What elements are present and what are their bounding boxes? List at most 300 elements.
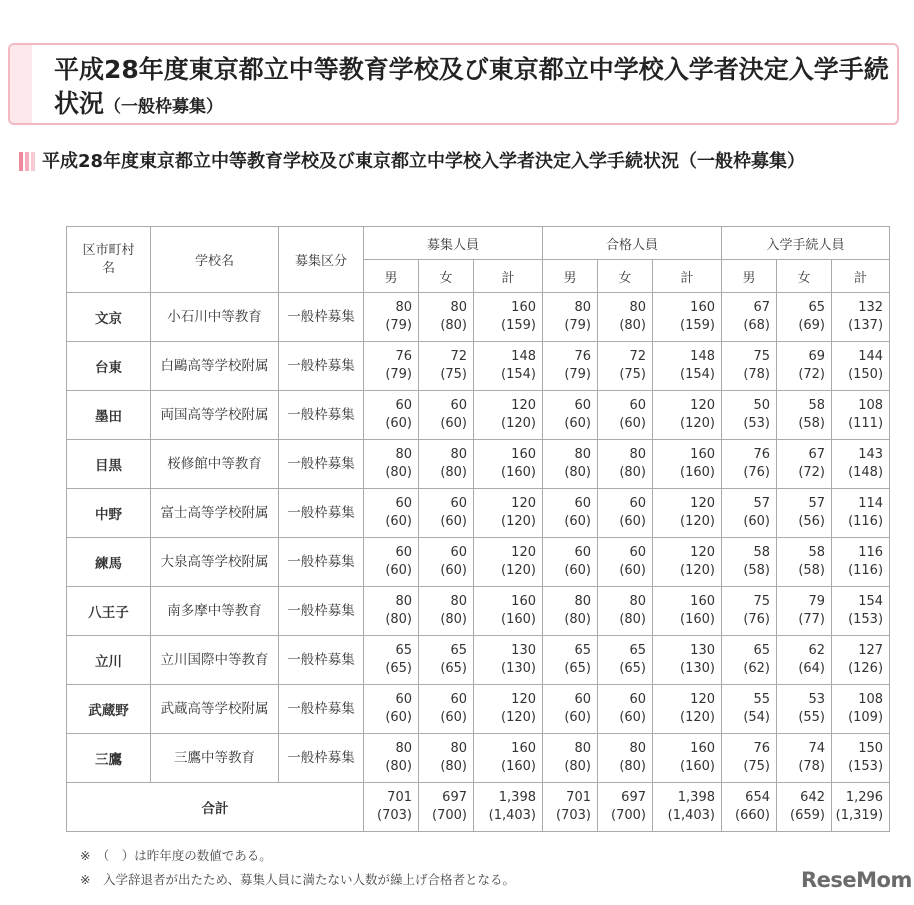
- table-row: [67, 342, 890, 391]
- page-title-box: [8, 43, 899, 125]
- number-cell: [474, 440, 543, 489]
- previous-value: (80): [440, 465, 467, 480]
- previous-value: (54): [743, 710, 770, 725]
- previous-value: (60): [564, 416, 591, 431]
- number-cell: [653, 685, 722, 734]
- current-value: 80: [574, 447, 591, 462]
- previous-value: (80): [385, 465, 412, 480]
- number-cell: [364, 685, 419, 734]
- previous-value: (80): [440, 612, 467, 627]
- number-cell: [543, 489, 598, 538]
- current-value: 76: [753, 741, 770, 756]
- category-cell: 一般枠募集: [279, 538, 364, 587]
- current-value: 80: [574, 741, 591, 756]
- previous-value: (120): [501, 416, 536, 431]
- current-value: 130: [511, 643, 536, 658]
- previous-value: (78): [798, 759, 825, 774]
- current-value: 76: [395, 349, 412, 364]
- current-value: 1,296: [845, 790, 884, 805]
- current-value: 80: [450, 447, 467, 462]
- number-cell: [474, 783, 543, 832]
- current-value: 58: [753, 545, 770, 560]
- number-cell: [722, 783, 777, 832]
- current-value: 79: [808, 594, 825, 609]
- previous-value: (58): [743, 563, 770, 578]
- number-cell: [777, 538, 832, 587]
- current-value: 160: [511, 300, 536, 315]
- title-accent-bar: [10, 45, 32, 123]
- current-value: 130: [690, 643, 715, 658]
- page-title: [54, 53, 889, 124]
- current-value: 120: [511, 496, 536, 511]
- previous-value: (62): [743, 661, 770, 676]
- current-value: 160: [690, 741, 715, 756]
- current-value: 80: [395, 300, 412, 315]
- number-cell: [543, 734, 598, 783]
- previous-value: (154): [680, 367, 715, 382]
- school-cell: 両国高等学校附属: [151, 391, 279, 440]
- current-value: 72: [629, 349, 646, 364]
- ward-cell: 八王子: [67, 587, 151, 636]
- number-cell: [474, 391, 543, 440]
- number-cell: [832, 685, 890, 734]
- previous-value: (80): [385, 612, 412, 627]
- previous-value: (60): [385, 710, 412, 725]
- ward-cell: 文京: [67, 293, 151, 342]
- number-cell: [419, 587, 474, 636]
- number-cell: [364, 489, 419, 538]
- current-value: 65: [629, 643, 646, 658]
- header-male: 男: [364, 260, 419, 293]
- number-cell: [653, 734, 722, 783]
- header-female: 女: [777, 260, 832, 293]
- previous-value: (79): [564, 367, 591, 382]
- previous-value: (65): [440, 661, 467, 676]
- number-cell: [598, 734, 653, 783]
- school-cell: 大泉高等学校附属: [151, 538, 279, 587]
- current-value: 80: [450, 300, 467, 315]
- previous-value: (64): [798, 661, 825, 676]
- current-value: 60: [450, 398, 467, 413]
- current-value: 160: [511, 741, 536, 756]
- previous-value: (120): [501, 710, 536, 725]
- ward-cell: 台東: [67, 342, 151, 391]
- previous-value: (1,319): [835, 808, 884, 823]
- previous-value: (60): [385, 416, 412, 431]
- current-value: 80: [395, 594, 412, 609]
- school-cell: 南多摩中等教育: [151, 587, 279, 636]
- previous-value: (65): [385, 661, 412, 676]
- number-cell: [777, 587, 832, 636]
- header-category: 募集区分: [279, 227, 364, 293]
- number-cell: [832, 734, 890, 783]
- current-value: 60: [629, 692, 646, 707]
- number-cell: [543, 391, 598, 440]
- number-cell: [777, 783, 832, 832]
- current-value: 160: [690, 300, 715, 315]
- previous-value: (80): [619, 759, 646, 774]
- previous-value: (120): [680, 563, 715, 578]
- current-value: 144: [858, 349, 884, 364]
- previous-value: (703): [377, 808, 412, 823]
- current-value: 60: [574, 398, 591, 413]
- current-value: 60: [629, 545, 646, 560]
- number-cell: [832, 783, 890, 832]
- total-row: [67, 783, 890, 832]
- number-cell: [543, 538, 598, 587]
- number-cell: [777, 685, 832, 734]
- number-cell: [364, 636, 419, 685]
- current-value: 67: [808, 447, 825, 462]
- number-cell: [364, 587, 419, 636]
- current-value: 120: [690, 496, 715, 511]
- current-value: 60: [450, 692, 467, 707]
- current-value: 697: [621, 790, 646, 805]
- previous-value: (116): [848, 563, 884, 578]
- current-value: 120: [690, 398, 715, 413]
- previous-value: (659): [790, 808, 825, 823]
- number-cell: [598, 440, 653, 489]
- note-additional-pass: ※ 入学辞退者が出たため、募集人員に満たない人数が繰上げ合格者となる。: [80, 872, 515, 887]
- number-cell: [598, 636, 653, 685]
- number-cell: [543, 587, 598, 636]
- current-value: 80: [395, 741, 412, 756]
- school-cell: 小石川中等教育: [151, 293, 279, 342]
- current-value: 80: [629, 300, 646, 315]
- school-cell: 三鷹中等教育: [151, 734, 279, 783]
- previous-value: (56): [798, 514, 825, 529]
- number-cell: [722, 685, 777, 734]
- previous-value: (80): [385, 759, 412, 774]
- number-cell: [598, 391, 653, 440]
- previous-value: (1,403): [488, 808, 536, 823]
- current-value: 55: [753, 692, 770, 707]
- number-cell: [653, 440, 722, 489]
- previous-value: (75): [440, 367, 467, 382]
- current-value: 80: [450, 741, 467, 756]
- school-cell: 白鷗高等学校附属: [151, 342, 279, 391]
- current-value: 80: [629, 741, 646, 756]
- number-cell: [653, 489, 722, 538]
- number-cell: [364, 734, 419, 783]
- category-cell: 一般枠募集: [279, 489, 364, 538]
- previous-value: (60): [385, 514, 412, 529]
- number-cell: [722, 440, 777, 489]
- current-value: 80: [574, 300, 591, 315]
- number-cell: [419, 293, 474, 342]
- number-cell: [419, 538, 474, 587]
- category-cell: 一般枠募集: [279, 342, 364, 391]
- previous-value: (60): [564, 710, 591, 725]
- previous-value: (58): [798, 416, 825, 431]
- previous-value: (80): [564, 612, 591, 627]
- current-value: 58: [808, 545, 825, 560]
- previous-value: (160): [680, 465, 715, 480]
- previous-value: (60): [440, 416, 467, 431]
- current-value: 50: [753, 398, 770, 413]
- ward-cell: 立川: [67, 636, 151, 685]
- previous-value: (148): [848, 465, 884, 480]
- header-total: 計: [653, 260, 722, 293]
- current-value: 116: [858, 545, 884, 560]
- category-cell: 一般枠募集: [279, 587, 364, 636]
- number-cell: [722, 587, 777, 636]
- current-value: 80: [450, 594, 467, 609]
- number-cell: [653, 293, 722, 342]
- current-value: 654: [745, 790, 770, 805]
- previous-value: (79): [385, 367, 412, 382]
- header-enrolled: 入学手続人員: [722, 227, 890, 260]
- previous-value: (60): [619, 710, 646, 725]
- number-cell: [722, 391, 777, 440]
- current-value: 65: [574, 643, 591, 658]
- previous-value: (703): [556, 808, 591, 823]
- previous-value: (60): [619, 514, 646, 529]
- previous-value: (60): [440, 514, 467, 529]
- number-cell: [777, 489, 832, 538]
- number-cell: [419, 734, 474, 783]
- number-cell: [419, 440, 474, 489]
- current-value: 642: [800, 790, 825, 805]
- number-cell: [598, 538, 653, 587]
- previous-value: (65): [619, 661, 646, 676]
- previous-value: (120): [501, 514, 536, 529]
- previous-value: (130): [501, 661, 536, 676]
- number-cell: [832, 440, 890, 489]
- category-cell: 一般枠募集: [279, 636, 364, 685]
- number-cell: [598, 342, 653, 391]
- current-value: 120: [511, 398, 536, 413]
- number-cell: [364, 440, 419, 489]
- current-value: 148: [511, 349, 536, 364]
- current-value: 60: [395, 496, 412, 511]
- current-value: 701: [566, 790, 591, 805]
- number-cell: [474, 489, 543, 538]
- number-cell: [832, 489, 890, 538]
- previous-value: (700): [432, 808, 467, 823]
- number-cell: [364, 538, 419, 587]
- table-row: [67, 440, 890, 489]
- number-cell: [653, 783, 722, 832]
- number-cell: [364, 342, 419, 391]
- previous-value: (109): [848, 710, 884, 725]
- previous-value: (153): [848, 612, 884, 627]
- previous-value: (79): [385, 318, 412, 333]
- admission-table: [66, 226, 890, 832]
- header-female: 女: [419, 260, 474, 293]
- current-value: 60: [395, 692, 412, 707]
- previous-value: (160): [680, 759, 715, 774]
- current-value: 60: [629, 398, 646, 413]
- number-cell: [832, 636, 890, 685]
- current-value: 120: [690, 545, 715, 560]
- previous-value: (126): [848, 661, 884, 676]
- current-value: 1,398: [498, 790, 536, 805]
- number-cell: [364, 783, 419, 832]
- number-cell: [832, 587, 890, 636]
- previous-value: (154): [501, 367, 536, 382]
- previous-value: (80): [564, 759, 591, 774]
- number-cell: [653, 587, 722, 636]
- current-value: 132: [858, 300, 884, 315]
- current-value: 60: [395, 545, 412, 560]
- number-cell: [722, 538, 777, 587]
- header-ward: 区市町村名: [67, 227, 151, 293]
- previous-value: (76): [743, 465, 770, 480]
- previous-value: (160): [680, 612, 715, 627]
- previous-value: (160): [501, 612, 536, 627]
- header-male: 男: [543, 260, 598, 293]
- current-value: 60: [574, 545, 591, 560]
- heading-marker-icon: [19, 152, 35, 171]
- previous-value: (159): [501, 318, 536, 333]
- number-cell: [543, 440, 598, 489]
- note-previous-year: ※ （ ）は昨年度の数値である。: [80, 848, 272, 863]
- previous-value: (80): [564, 465, 591, 480]
- header-total: 計: [832, 260, 890, 293]
- current-value: 53: [808, 692, 825, 707]
- previous-value: (159): [680, 318, 715, 333]
- number-cell: [419, 342, 474, 391]
- number-cell: [364, 391, 419, 440]
- number-cell: [722, 734, 777, 783]
- previous-value: (120): [680, 416, 715, 431]
- previous-value: (65): [564, 661, 591, 676]
- current-value: 1,398: [677, 790, 715, 805]
- table-row: [67, 685, 890, 734]
- previous-value: (120): [680, 514, 715, 529]
- category-cell: 一般枠募集: [279, 685, 364, 734]
- previous-value: (60): [619, 563, 646, 578]
- section-heading: 平成28年度東京都立中等教育学校及び東京都立中学校入学者決定入学手続状況（一般枠募集）: [42, 151, 806, 172]
- current-value: 143: [858, 447, 884, 462]
- current-value: 65: [753, 643, 770, 658]
- current-value: 108: [858, 692, 884, 707]
- ward-cell: 三鷹: [67, 734, 151, 783]
- number-cell: [598, 293, 653, 342]
- total-label: 合計: [67, 783, 364, 832]
- current-value: 57: [808, 496, 825, 511]
- current-value: 80: [574, 594, 591, 609]
- table-row: [67, 734, 890, 783]
- current-value: 65: [395, 643, 412, 658]
- number-cell: [419, 685, 474, 734]
- number-cell: [722, 342, 777, 391]
- previous-value: (60): [385, 563, 412, 578]
- current-value: 75: [753, 349, 770, 364]
- current-value: 148: [690, 349, 715, 364]
- current-value: 67: [753, 300, 770, 315]
- ward-cell: 墨田: [67, 391, 151, 440]
- current-value: 75: [753, 594, 770, 609]
- number-cell: [474, 587, 543, 636]
- table-row: [67, 636, 890, 685]
- number-cell: [653, 391, 722, 440]
- previous-value: (53): [743, 416, 770, 431]
- previous-value: (60): [440, 563, 467, 578]
- number-cell: [653, 342, 722, 391]
- number-cell: [832, 391, 890, 440]
- previous-value: (77): [798, 612, 825, 627]
- table-row: [67, 538, 890, 587]
- previous-value: (60): [564, 514, 591, 529]
- school-cell: 立川国際中等教育: [151, 636, 279, 685]
- previous-value: (69): [798, 318, 825, 333]
- previous-value: (153): [848, 759, 884, 774]
- current-value: 80: [629, 594, 646, 609]
- table-row: [67, 391, 890, 440]
- current-value: 120: [690, 692, 715, 707]
- header-female: 女: [598, 260, 653, 293]
- previous-value: (160): [501, 465, 536, 480]
- previous-value: (700): [611, 808, 646, 823]
- current-value: 76: [753, 447, 770, 462]
- school-cell: 武蔵高等学校附属: [151, 685, 279, 734]
- table-row: [67, 293, 890, 342]
- current-value: 127: [858, 643, 884, 658]
- previous-value: (60): [564, 563, 591, 578]
- current-value: 160: [511, 447, 536, 462]
- previous-value: (137): [848, 318, 884, 333]
- previous-value: (79): [564, 318, 591, 333]
- previous-value: (130): [680, 661, 715, 676]
- current-value: 65: [808, 300, 825, 315]
- page-title-suffix: （一般枠募集）: [104, 97, 224, 117]
- number-cell: [474, 342, 543, 391]
- header-male: 男: [722, 260, 777, 293]
- current-value: 57: [753, 496, 770, 511]
- current-value: 160: [690, 447, 715, 462]
- previous-value: (80): [440, 759, 467, 774]
- number-cell: [419, 391, 474, 440]
- current-value: 60: [629, 496, 646, 511]
- ward-cell: 中野: [67, 489, 151, 538]
- number-cell: [777, 342, 832, 391]
- number-cell: [722, 489, 777, 538]
- number-cell: [543, 783, 598, 832]
- previous-value: (75): [743, 759, 770, 774]
- previous-value: (80): [619, 465, 646, 480]
- number-cell: [543, 293, 598, 342]
- number-cell: [832, 342, 890, 391]
- header-recruit: 募集人員: [364, 227, 543, 260]
- current-value: 120: [511, 545, 536, 560]
- number-cell: [653, 636, 722, 685]
- previous-value: (80): [619, 318, 646, 333]
- current-value: 114: [858, 496, 884, 511]
- number-cell: [474, 636, 543, 685]
- current-value: 60: [574, 692, 591, 707]
- number-cell: [777, 391, 832, 440]
- number-cell: [474, 538, 543, 587]
- previous-value: (58): [798, 563, 825, 578]
- previous-value: (150): [848, 367, 884, 382]
- number-cell: [598, 587, 653, 636]
- table-row: [67, 587, 890, 636]
- number-cell: [832, 293, 890, 342]
- current-value: 701: [387, 790, 412, 805]
- school-cell: 桜修館中等教育: [151, 440, 279, 489]
- previous-value: (120): [680, 710, 715, 725]
- previous-value: (111): [848, 416, 884, 431]
- current-value: 69: [808, 349, 825, 364]
- previous-value: (76): [743, 612, 770, 627]
- previous-value: (80): [440, 318, 467, 333]
- ward-cell: 目黒: [67, 440, 151, 489]
- number-cell: [722, 293, 777, 342]
- number-cell: [474, 293, 543, 342]
- previous-value: (72): [798, 367, 825, 382]
